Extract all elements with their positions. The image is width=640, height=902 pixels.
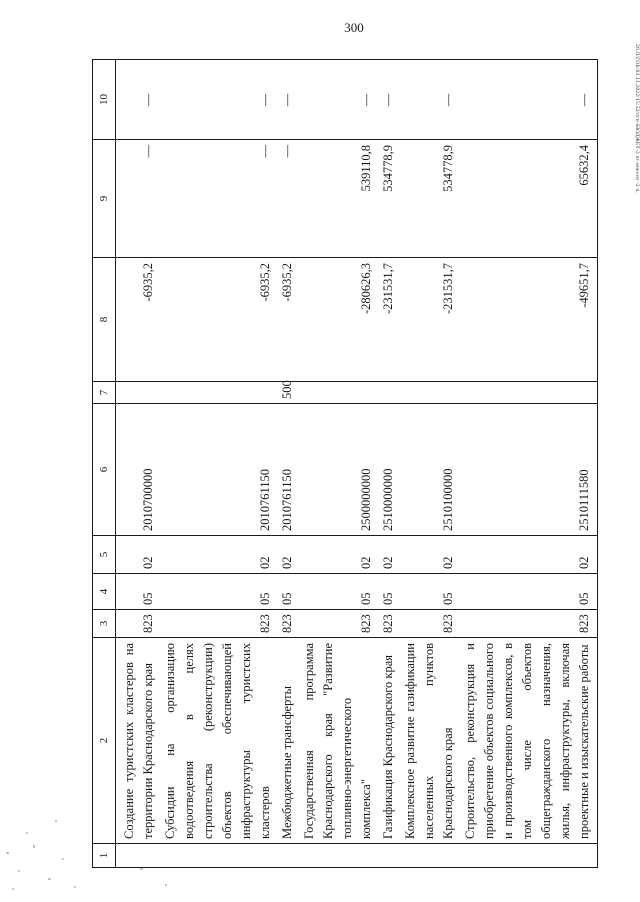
rotated-table-container [92, 60, 622, 868]
cell-target-code: 2510100000 [401, 404, 461, 536]
cell-section-code: 05 [300, 574, 379, 610]
cell-subsection-code: 02 [161, 536, 278, 574]
cell-index [401, 844, 461, 868]
cell-target-code: 2510111580 [461, 404, 598, 536]
cell-expense-type [116, 382, 162, 404]
cell-expense-type [161, 382, 278, 404]
cell-amount-col10: — [161, 60, 278, 140]
cell-amount-col9: 65632,4 [461, 140, 598, 258]
cell-amount-col9: 534778,9 [401, 140, 461, 258]
cell-description: Создание туристских кластеров на территории Краснодарского края [116, 638, 162, 844]
cell-expense-type: 500 [278, 382, 300, 404]
cell-expense-type [300, 382, 379, 404]
cell-index [461, 844, 598, 868]
cell-amount-col9: — [278, 140, 300, 258]
cell-description: Государственная программа Краснодарского края "Развитие топливно-энергетического комплекса" [300, 638, 379, 844]
cell-amount-col8: -231531,7 [401, 258, 461, 382]
cell-ministry-code: 823 [161, 610, 278, 638]
cell-description: Газификация Краснодарского края [379, 638, 401, 844]
cell-expense-type [461, 382, 598, 404]
cell-subsection-code: 02 [278, 536, 300, 574]
page-number: 300 [344, 20, 364, 35]
cell-subsection-code: 02 [379, 536, 401, 574]
cell-section-code: 05 [161, 574, 278, 610]
cell-subsection-code: 02 [401, 536, 461, 574]
cell-amount-col8: -6935,2 [278, 258, 300, 382]
header-row [93, 60, 116, 868]
cell-subsection-code: 02 [116, 536, 162, 574]
cell-ministry-code: 823 [116, 610, 162, 638]
cell-subsection-code: 02 [461, 536, 598, 574]
cell-amount-col9: 534778,9 [379, 140, 401, 258]
col-header-10: 10 [93, 60, 116, 140]
cell-ministry-code: 823 [379, 610, 401, 638]
cell-amount-col9: 539110,8 [300, 140, 379, 258]
col-header-4: 4 [93, 574, 116, 610]
col-header-7: 7 [93, 382, 116, 404]
cell-ministry-code: 823 [278, 610, 300, 638]
cell-amount-col10: — [300, 60, 379, 140]
cell-amount-col10: — [379, 60, 401, 140]
cell-target-code: 2010761150 [161, 404, 278, 536]
cell-expense-type [401, 382, 461, 404]
footer-stamp: 20.Л/ГОБ/02.11.2022/15:52/пгн-БЮДЖЕТ-2 чт-внесен -2 ч. [634, 44, 640, 193]
table-row [300, 60, 379, 868]
cell-index [379, 844, 401, 868]
col-header-6: 6 [93, 404, 116, 536]
cell-description: Строительство, реконструкция и приобретение объектов социального и производственного комплексов, в том числе объектов общегражданского назначения, жилья, инфраструктуры, включая проектные и изыскательские работы [461, 638, 598, 844]
table-row [161, 60, 278, 868]
cell-amount-col8: -6935,2 [116, 258, 162, 382]
table-row [116, 60, 162, 868]
cell-description: Межбюджетные трансферты [278, 638, 300, 844]
cell-index [116, 844, 162, 868]
cell-amount-col10: — [116, 60, 162, 140]
col-header-3: 3 [93, 610, 116, 638]
cell-target-code: 2010761150 [278, 404, 300, 536]
cell-section-code: 05 [379, 574, 401, 610]
table-row [461, 60, 598, 868]
cell-amount-col9: — [116, 140, 162, 258]
col-header-8: 8 [93, 258, 116, 382]
table-row [278, 60, 300, 868]
table-row [401, 60, 461, 868]
col-header-1: 1 [93, 844, 116, 868]
cell-ministry-code: 823 [300, 610, 379, 638]
cell-index [300, 844, 379, 868]
cell-subsection-code: 02 [300, 536, 379, 574]
cell-section-code: 05 [278, 574, 300, 610]
cell-target-code: 2010700000 [116, 404, 162, 536]
cell-description: Субсидии на организацию водоотведения в целях строительства (реконструкции) объектов обеспечивающей инфраструктуры туристских кластеров [161, 638, 278, 844]
cell-section-code: 05 [461, 574, 598, 610]
cell-target-code: 2500000000 [300, 404, 379, 536]
cell-amount-col8: -49651,7 [461, 258, 598, 382]
cell-amount-col10: — [461, 60, 598, 140]
cell-target-code: 2510000000 [379, 404, 401, 536]
budget-table [92, 59, 598, 868]
cell-amount-col10: — [278, 60, 300, 140]
cell-amount-col8: -6935,2 [161, 258, 278, 382]
table-row [379, 60, 401, 868]
cell-amount-col8: -280626,3 [300, 258, 379, 382]
cell-ministry-code: 823 [401, 610, 461, 638]
cell-index [161, 844, 278, 868]
cell-amount-col10: — [401, 60, 461, 140]
col-header-2: 2 [93, 638, 116, 844]
cell-index [278, 844, 300, 868]
cell-amount-col8: -231531,7 [379, 258, 401, 382]
cell-expense-type [379, 382, 401, 404]
col-header-9: 9 [93, 140, 116, 258]
cell-description: Комплексное развитие газификации населенных пунктов Краснодарского края [401, 638, 461, 844]
cell-section-code: 05 [116, 574, 162, 610]
col-header-5: 5 [93, 536, 116, 574]
cell-ministry-code: 823 [461, 610, 598, 638]
cell-amount-col9: — [161, 140, 278, 258]
cell-section-code: 05 [401, 574, 461, 610]
